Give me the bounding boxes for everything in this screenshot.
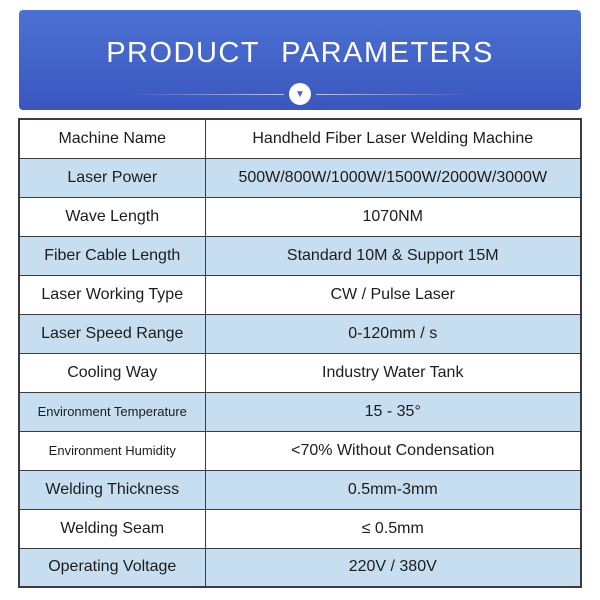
- parameter-value: CW / Pulse Laser: [205, 275, 581, 314]
- table-row: [19, 119, 581, 158]
- parameter-value: 220V / 380V: [205, 548, 581, 587]
- parameter-label: Wave Length: [19, 197, 205, 236]
- divider-line-left: [126, 94, 284, 95]
- table-row: [19, 392, 581, 431]
- parameter-value: 15 - 35°: [205, 392, 581, 431]
- chevron-down-glyph: ▼: [295, 88, 305, 100]
- parameter-label: Laser Speed Range: [19, 314, 205, 353]
- table-row: [19, 236, 581, 275]
- table-row: [19, 509, 581, 548]
- page-title: PRODUCT PARAMETERS: [106, 37, 494, 69]
- table-row: [19, 548, 581, 587]
- chevron-down-icon: [289, 83, 311, 105]
- parameter-value: Handheld Fiber Laser Welding Machine: [205, 119, 581, 158]
- parameter-label: Welding Thickness: [19, 470, 205, 509]
- table-row: [19, 314, 581, 353]
- parameter-label: Fiber Cable Length: [19, 236, 205, 275]
- table-row: [19, 470, 581, 509]
- table-row: [19, 353, 581, 392]
- header-banner: [19, 10, 581, 110]
- parameter-value: 500W/800W/1000W/1500W/2000W/3000W: [205, 158, 581, 197]
- parameter-value: Standard 10M & Support 15M: [205, 236, 581, 275]
- table-row: [19, 275, 581, 314]
- table-row: [19, 158, 581, 197]
- parameter-value: 0.5mm-3mm: [205, 470, 581, 509]
- table-row: [19, 197, 581, 236]
- parameter-label: Environment Humidity: [19, 431, 205, 470]
- parameter-label: Laser Working Type: [19, 275, 205, 314]
- parameter-value: Industry Water Tank: [205, 353, 581, 392]
- parameter-label: Operating Voltage: [19, 548, 205, 587]
- divider-line-right: [316, 94, 474, 95]
- parameter-label: Cooling Way: [19, 353, 205, 392]
- parameter-value: 1070NM: [205, 197, 581, 236]
- parameter-value: ≤ 0.5mm: [205, 509, 581, 548]
- parameter-value: <70% Without Condensation: [205, 431, 581, 470]
- parameter-value: 0-120mm / s: [205, 314, 581, 353]
- table-row: [19, 431, 581, 470]
- header-divider: [19, 83, 581, 105]
- parameter-label: Welding Seam: [19, 509, 205, 548]
- parameters-table: [18, 118, 582, 588]
- parameter-label: Laser Power: [19, 158, 205, 197]
- parameter-label: Machine Name: [19, 119, 205, 158]
- parameter-label: Environment Temperature: [19, 392, 205, 431]
